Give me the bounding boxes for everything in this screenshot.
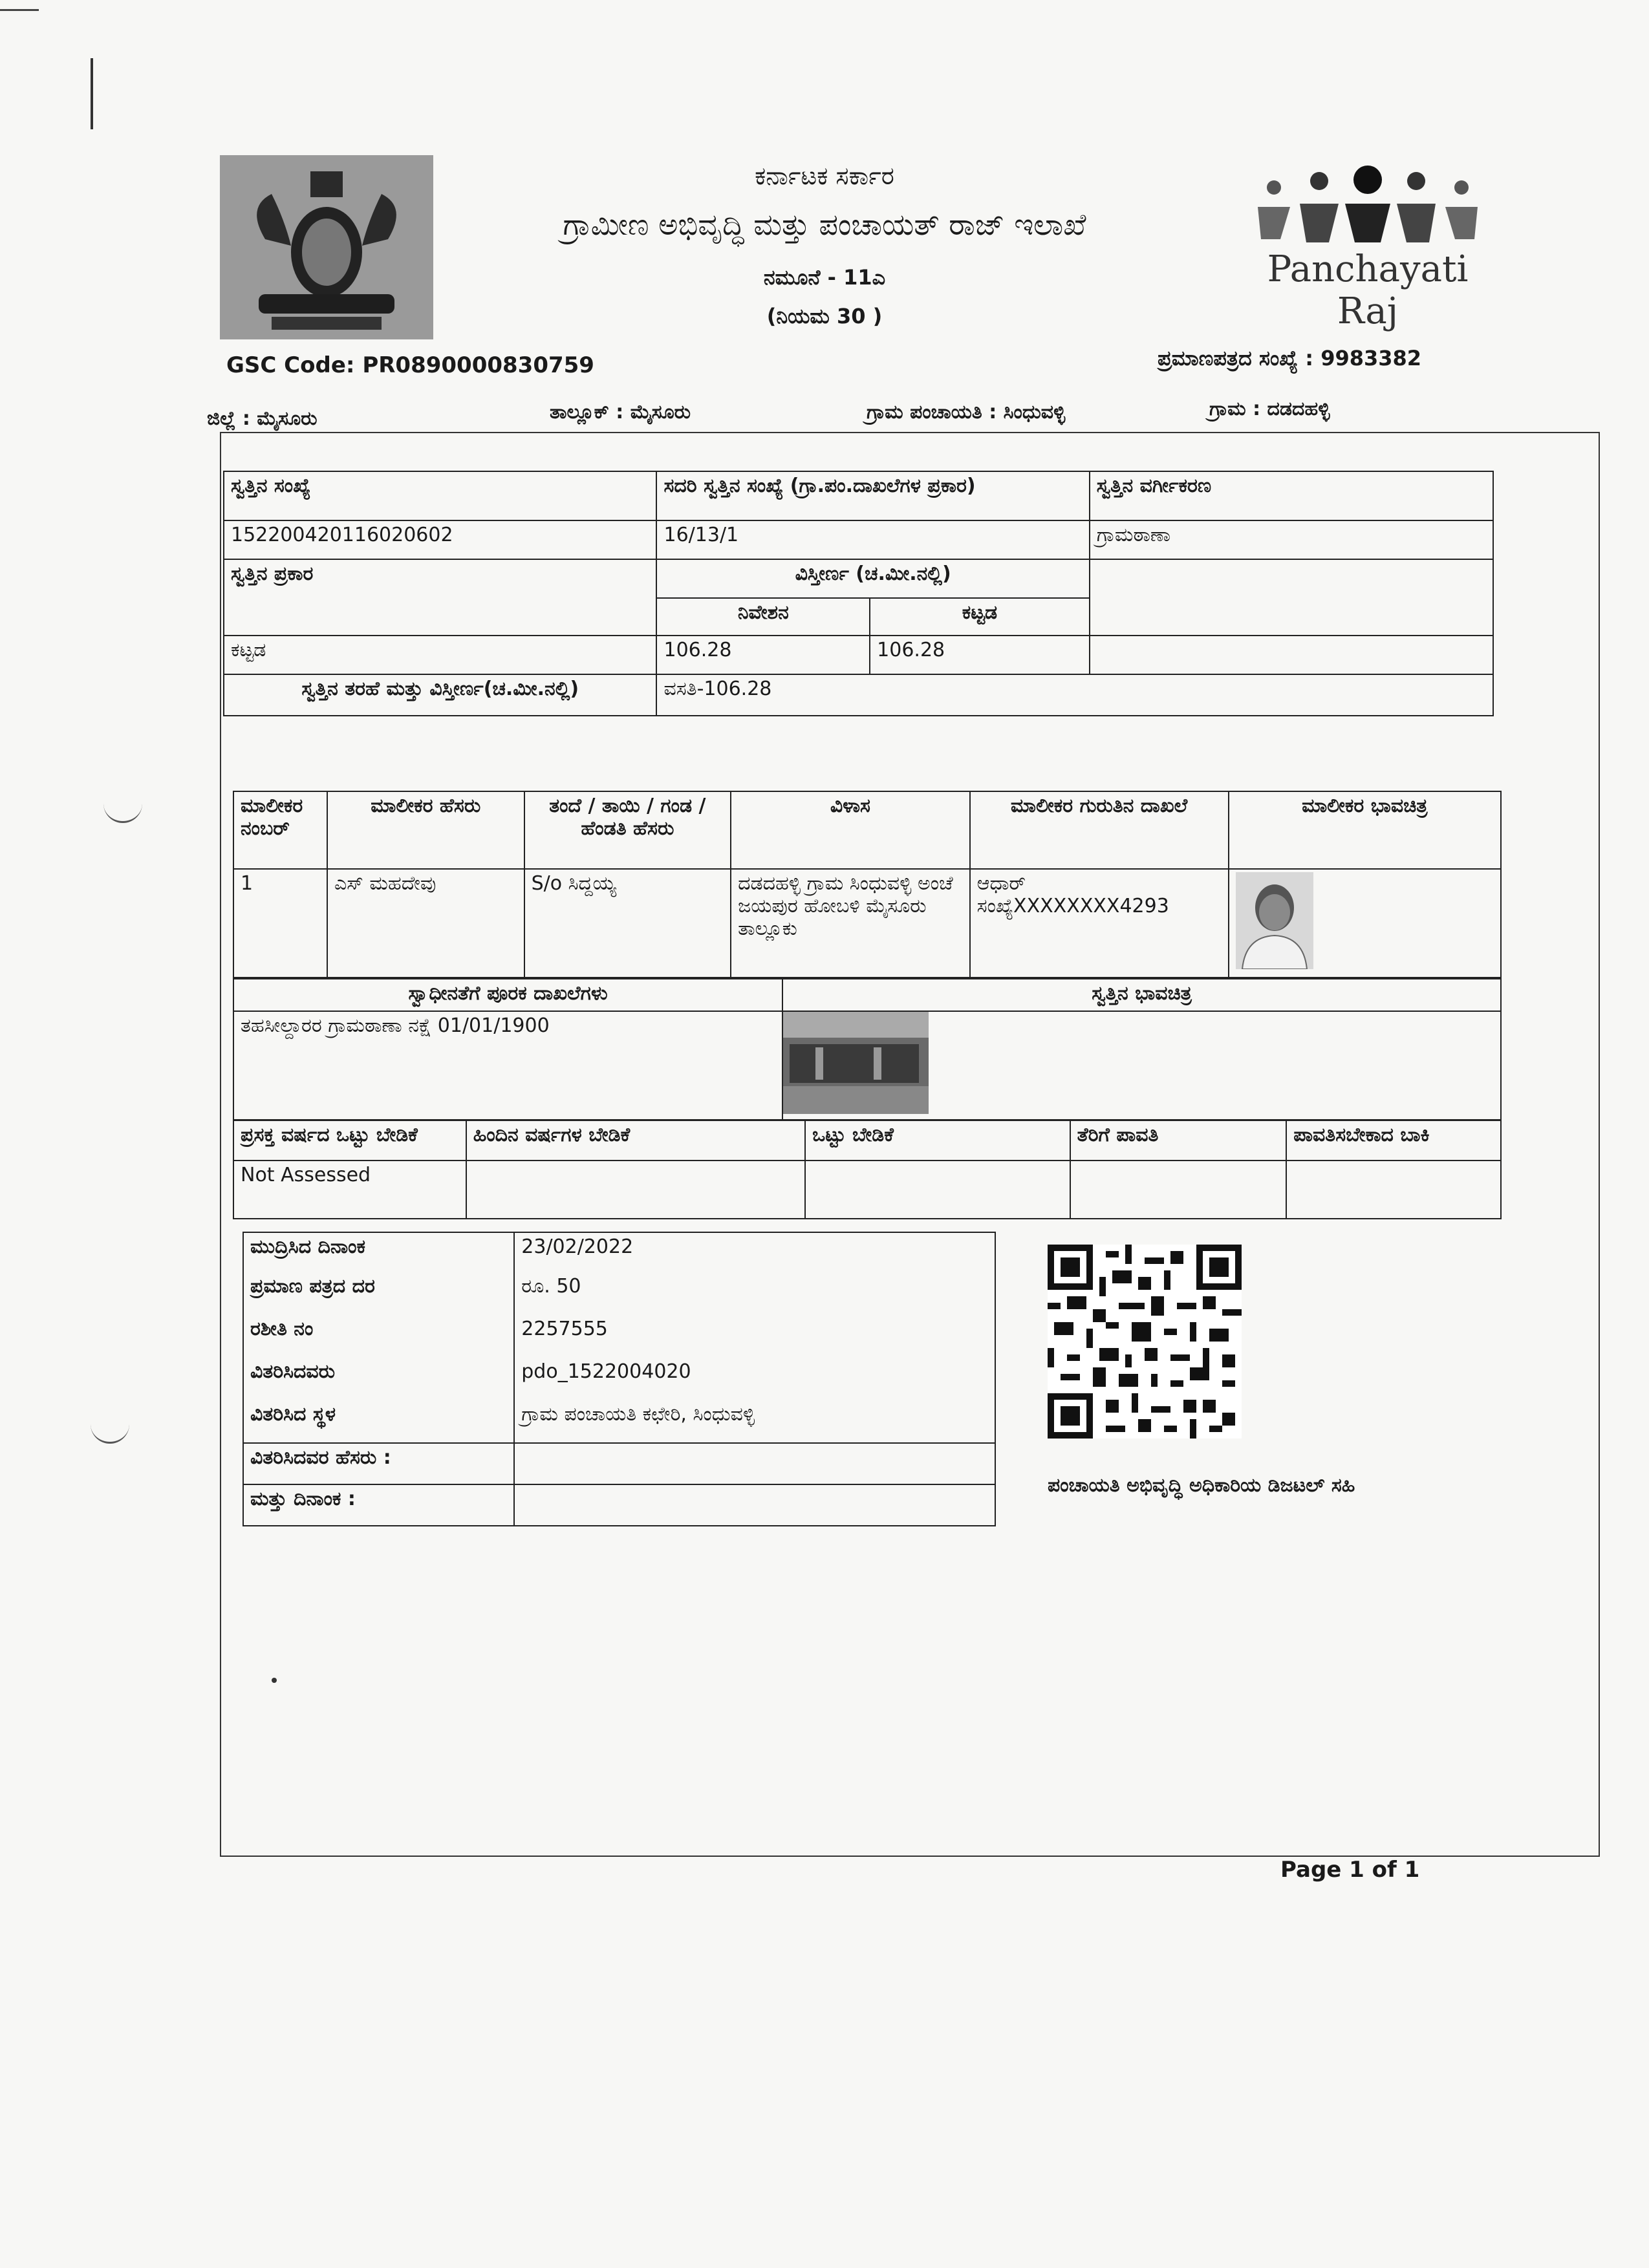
- owner-photo-header: ಮಾಲೀಕರ ಭಾವಚಿತ್ರ: [1229, 791, 1502, 869]
- area-header: ವಿಸ್ತೀರ್ಣ (ಚ.ಮೀ.ನಲ್ಲಿ): [656, 559, 1089, 598]
- issue-label: ವಿತರಿಸಿದವರು: [243, 1358, 514, 1400]
- owner-name-value: ಎಸ್ ಮಹದೇವು: [327, 869, 524, 978]
- form-number: ನಮೂನೆ - 11ಎ: [763, 265, 886, 290]
- taluk: ತಾಲ್ಲೂಕ್ : ಮೈಸೂರು: [550, 401, 691, 423]
- tax-table: [233, 1120, 1502, 1219]
- total-demand-header: ಒಟ್ಟು ಬೇಡಿಕೆ: [805, 1120, 1070, 1161]
- receiver-name-label: ವಿತರಿಸಿದವರ ಹೆಸರು :: [243, 1443, 514, 1484]
- classification-header: ಸ್ವತ್ತಿನ ವರ್ಗೀಕರಣ: [1090, 471, 1493, 520]
- gsc-code: GSC Code: PR0890000830759: [226, 352, 594, 378]
- property-photo-cell: [782, 1011, 1501, 1120]
- header-line-2: ಗ್ರಾಮೀಣ ಅಭಿವೃದ್ಧಿ ಮತ್ತು ಪಂಚಾಯತ್ ರಾಜ್ ಇಲಾಖೆ: [563, 207, 1086, 242]
- stray-dot: [272, 1678, 277, 1683]
- district: ಜಿಲ್ಲೆ : ಮೈಸೂರು: [207, 407, 318, 430]
- punch-hole-top: [103, 802, 142, 823]
- relation-header: ತಂದೆ / ತಾಯಿ / ಗಂಡ / ಹೆಂಡತಿ ಹೆಸರು: [524, 791, 731, 869]
- current-demand-value: Not Assessed: [233, 1161, 466, 1219]
- property-type-header: ಸ್ವತ್ತಿನ ಪ್ರಕಾರ: [224, 559, 656, 636]
- owner-number-header: ಮಾಲೀಕರ ನಂಬರ್: [233, 791, 327, 869]
- gram-panchayat: ಗ್ರಾಮ ಪಂಚಾಯತಿ : ಸಿಂಧುವಳ್ಳಿ: [867, 401, 1066, 423]
- gp-number-value: 16/13/1: [656, 520, 1089, 559]
- issue-value: ರೂ. 50: [514, 1272, 995, 1315]
- relation-value: S/o ಸಿದ್ದಯ್ಯ: [524, 869, 731, 978]
- issue-value: ಗ್ರಾಮ ಪಂಚಾಯತಿ ಕಛೇರಿ, ಸಿಂಧುವಳ್ಳಿ: [514, 1400, 995, 1443]
- property-photo-icon: [783, 1012, 929, 1114]
- digital-signature-label: ಪಂಚಾಯತಿ ಅಭಿವೃದ್ಧಿ ಅಧಿಕಾರಿಯ ಡಿಜಟಲ್ ಸಹಿ: [1048, 1474, 1355, 1497]
- supporting-docs-value: ತಹಸೀಲ್ದಾರರ ಗ್ರಾಮಠಾಣಾ ನಕ್ಷೆ 01/01/1900: [233, 1011, 782, 1120]
- issue-label: ಮುದ್ರಿಸಿದ ದಿನಾಂಕ: [243, 1232, 514, 1272]
- nature-header: ಸ್ವತ್ತಿನ ತರಹೆ ಮತ್ತು ವಿಸ್ತೀರ್ಣ(ಚ.ಮೀ.ನಲ್ಲಿ): [224, 674, 656, 716]
- site-area-value: 106.28: [656, 636, 870, 674]
- owner-id-value: ಆಧಾರ್ ಸಂಖ್ಯೆXXXXXXXX4293: [970, 869, 1229, 978]
- qr-code-icon: [1048, 1245, 1242, 1439]
- nature-value: ವಸತಿ-106.28: [656, 674, 1493, 716]
- address-value: ದಡದಹಳ್ಳಿ ಗ್ರಾಮ ಸಿಂಧುವಳ್ಳಿ ಅಂಚೆ ಜಯಪುರ ಹೋಬಳಿ ಮೈಸೂರು ತಾಲ್ಲೂಕು: [731, 869, 970, 978]
- village: ಗ್ರಾಮ : ದಡದಹಳ್ಳಿ: [1209, 398, 1330, 420]
- qr-code: [1048, 1245, 1242, 1439]
- tax-paid-header: ತೆರಿಗೆ ಪಾವತಿ: [1070, 1120, 1287, 1161]
- issue-label: ಪ್ರಮಾಣ ಪತ್ರದ ದರ: [243, 1272, 514, 1315]
- punch-hole-bottom: [91, 1422, 129, 1444]
- property-table: [223, 471, 1494, 716]
- documents-table: [233, 978, 1502, 1120]
- scan-mark-top: [0, 9, 39, 11]
- current-demand-header: ಪ್ರಸಕ್ತ ವರ್ಷದ ಒಟ್ಟು ಬೇಡಿಕೆ: [233, 1120, 466, 1161]
- previous-demand-header: ಹಿಂದಿನ ವರ್ಷಗಳ ಬೇಡಿಕೆ: [466, 1120, 805, 1161]
- page-number: Page 1 of 1: [1280, 1857, 1420, 1883]
- balance-due-header: ಪಾವತಿಸಬೇಕಾದ ಬಾಕಿ: [1286, 1120, 1501, 1161]
- owner-table: [233, 791, 1502, 978]
- rule-number: (ನಿಯಮ 30 ): [766, 304, 883, 328]
- issue-value: 23/02/2022: [514, 1232, 995, 1272]
- owner-photo-cell: [1229, 869, 1502, 978]
- site-header: ನಿವೇಶನ: [656, 598, 870, 636]
- supporting-docs-header: ಸ್ವಾಧೀನತೆಗೆ ಪೂರಕ ದಾಖಲೆಗಳು: [233, 979, 782, 1011]
- property-number-value: 152200420116020602: [224, 520, 656, 559]
- header-line-1: ಕರ್ನಾಟಕ ಸರ್ಕಾರ: [755, 162, 894, 190]
- building-header: ಕಟ್ಟಡ: [870, 598, 1090, 636]
- receiver-date-label: ಮತ್ತು ದಿನಾಂಕ :: [243, 1484, 514, 1526]
- owner-photo-icon: [1236, 872, 1313, 969]
- property-type-value: ಕಟ್ಟಡ: [224, 636, 656, 674]
- issue-table: [242, 1232, 996, 1526]
- owner-id-header: ಮಾಲೀಕರ ಗುರುತಿನ ದಾಖಲೆ: [970, 791, 1229, 869]
- issue-value: 2257555: [514, 1315, 995, 1358]
- issue-label: ವಿತರಿಸಿದ ಸ್ಥಳ: [243, 1400, 514, 1443]
- address-header: ವಿಳಾಸ: [731, 791, 970, 869]
- owner-name-header: ಮಾಲೀಕರ ಹೆಸರು: [327, 791, 524, 869]
- logo-text: Panchayati Raj: [1267, 248, 1469, 332]
- issue-value: pdo_1522004020: [514, 1358, 995, 1400]
- classification-value: ಗ್ರಾಮಠಾಣಾ: [1090, 520, 1493, 559]
- property-photo-header: ಸ್ವತ್ತಿನ ಭಾವಚಿತ್ರ: [782, 979, 1501, 1011]
- issue-label: ರಶೀತಿ ನಂ: [243, 1315, 514, 1358]
- property-number-header: ಸ್ವತ್ತಿನ ಸಂಖ್ಯೆ: [224, 471, 656, 520]
- certificate-number: ಪ್ರಮಾಣಪತ್ರದ ಸಂಖ್ಯೆ : 9983382: [1158, 346, 1422, 370]
- gp-number-header: ಸದರಿ ಸ್ವತ್ತಿನ ಸಂಖ್ಯೆ (ಗ್ರಾ.ಪಂ.ದಾಖಲೆಗಳ ಪ್ರಕಾರ): [656, 471, 1089, 520]
- building-area-value: 106.28: [870, 636, 1090, 674]
- scan-mark-left: [91, 58, 93, 129]
- owner-number-value: 1: [233, 869, 327, 978]
